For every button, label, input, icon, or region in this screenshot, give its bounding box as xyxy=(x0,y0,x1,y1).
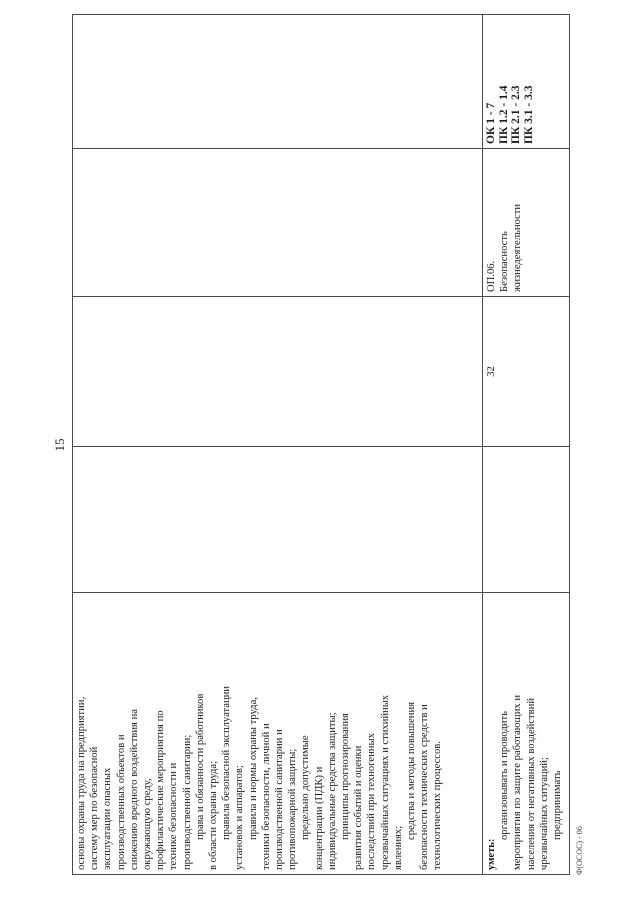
content-line: средства и методы повышения xyxy=(406,701,418,840)
content-line: окружающую среду, xyxy=(142,778,154,870)
hours-cell xyxy=(483,297,570,447)
empty-cell xyxy=(73,149,483,297)
content-line: основы охраны труда на предприятии, xyxy=(76,696,87,870)
content-line: технологических процессов. xyxy=(432,741,444,870)
content-cell xyxy=(483,593,570,875)
content-line: предельно допустимые xyxy=(300,735,312,840)
content-line: установок и аппаратов; xyxy=(234,765,246,870)
content-line: чрезвычайных ситуациях и стихийных xyxy=(379,694,391,870)
competency-cell xyxy=(483,15,570,149)
content-line: чрезвычайных ситуаций; xyxy=(538,757,550,870)
empty-cell xyxy=(73,447,483,593)
discipline-cell xyxy=(483,149,570,297)
curriculum-table xyxy=(72,14,570,875)
page-number: 15 xyxy=(52,438,67,452)
hours-value: 32 xyxy=(486,366,497,377)
content-line: производственной санитарии и xyxy=(274,729,286,870)
discipline-name-line: жизнедеятельности xyxy=(512,203,524,292)
content-line: снижению вредного воздействия на xyxy=(128,709,140,870)
discipline-code: ОП.06. xyxy=(486,260,497,292)
content-line: правила и нормы охраны труда, xyxy=(247,697,259,840)
content-line: предпринимать xyxy=(552,770,564,840)
rotated-page xyxy=(52,15,584,875)
competency-code: ПК 1.2 - 1.4 xyxy=(497,85,510,144)
empty-cell xyxy=(483,447,570,593)
content-lines xyxy=(75,597,445,870)
content-line: концентрации (ПДК) и xyxy=(313,766,325,870)
content-line: организовывать и проводить xyxy=(499,711,511,840)
form-code-footer: Ф(ОСОС) - 06 xyxy=(575,826,584,875)
table-row xyxy=(483,15,570,875)
content-line: мероприятия по защите работающих и xyxy=(512,695,524,870)
content-line: эксплуатации опасных xyxy=(102,767,114,870)
content-line: индивидуальные средства защиты; xyxy=(326,712,338,870)
content-line: правила безопасной эксплуатации xyxy=(221,686,233,840)
content-lines xyxy=(485,597,564,870)
content-line: профилактические мероприятия по xyxy=(155,710,167,870)
content-line: права и обязанности работников xyxy=(194,693,206,840)
content-line: принципы прогнозирования xyxy=(340,713,352,840)
table-row xyxy=(73,15,483,875)
content-line: в области охраны труда; xyxy=(208,760,220,870)
empty-cell xyxy=(73,15,483,149)
content-line: производственных объектов и xyxy=(115,734,127,870)
content-cell xyxy=(73,593,483,875)
content-line: развития событий и оценки xyxy=(353,745,365,870)
content-line: населения от негативных воздействий xyxy=(525,697,537,870)
competency-code: ОК 1 - 7 xyxy=(485,102,497,144)
empty-cell xyxy=(73,297,483,447)
content-line: техники безопасности, личной и xyxy=(260,723,272,870)
competency-code: ПК 2.1 - 2.3 xyxy=(510,85,522,144)
content-line: технике безопасности и xyxy=(168,762,180,870)
content-line: последствий при техногенных xyxy=(366,733,378,870)
content-line: безопасности технических средств и xyxy=(419,704,431,870)
content-line: уметь: xyxy=(486,838,497,870)
content-line: противопожарной защиты; xyxy=(287,748,299,870)
content-line: явлениях; xyxy=(392,825,404,870)
discipline-name-line: Безопасность xyxy=(499,231,511,292)
content-line: производственной санитарии; xyxy=(181,734,193,870)
content-line: систему мер по безопасной xyxy=(89,746,101,870)
competency-code: ПК 3.1 - 3.3 xyxy=(522,85,535,144)
